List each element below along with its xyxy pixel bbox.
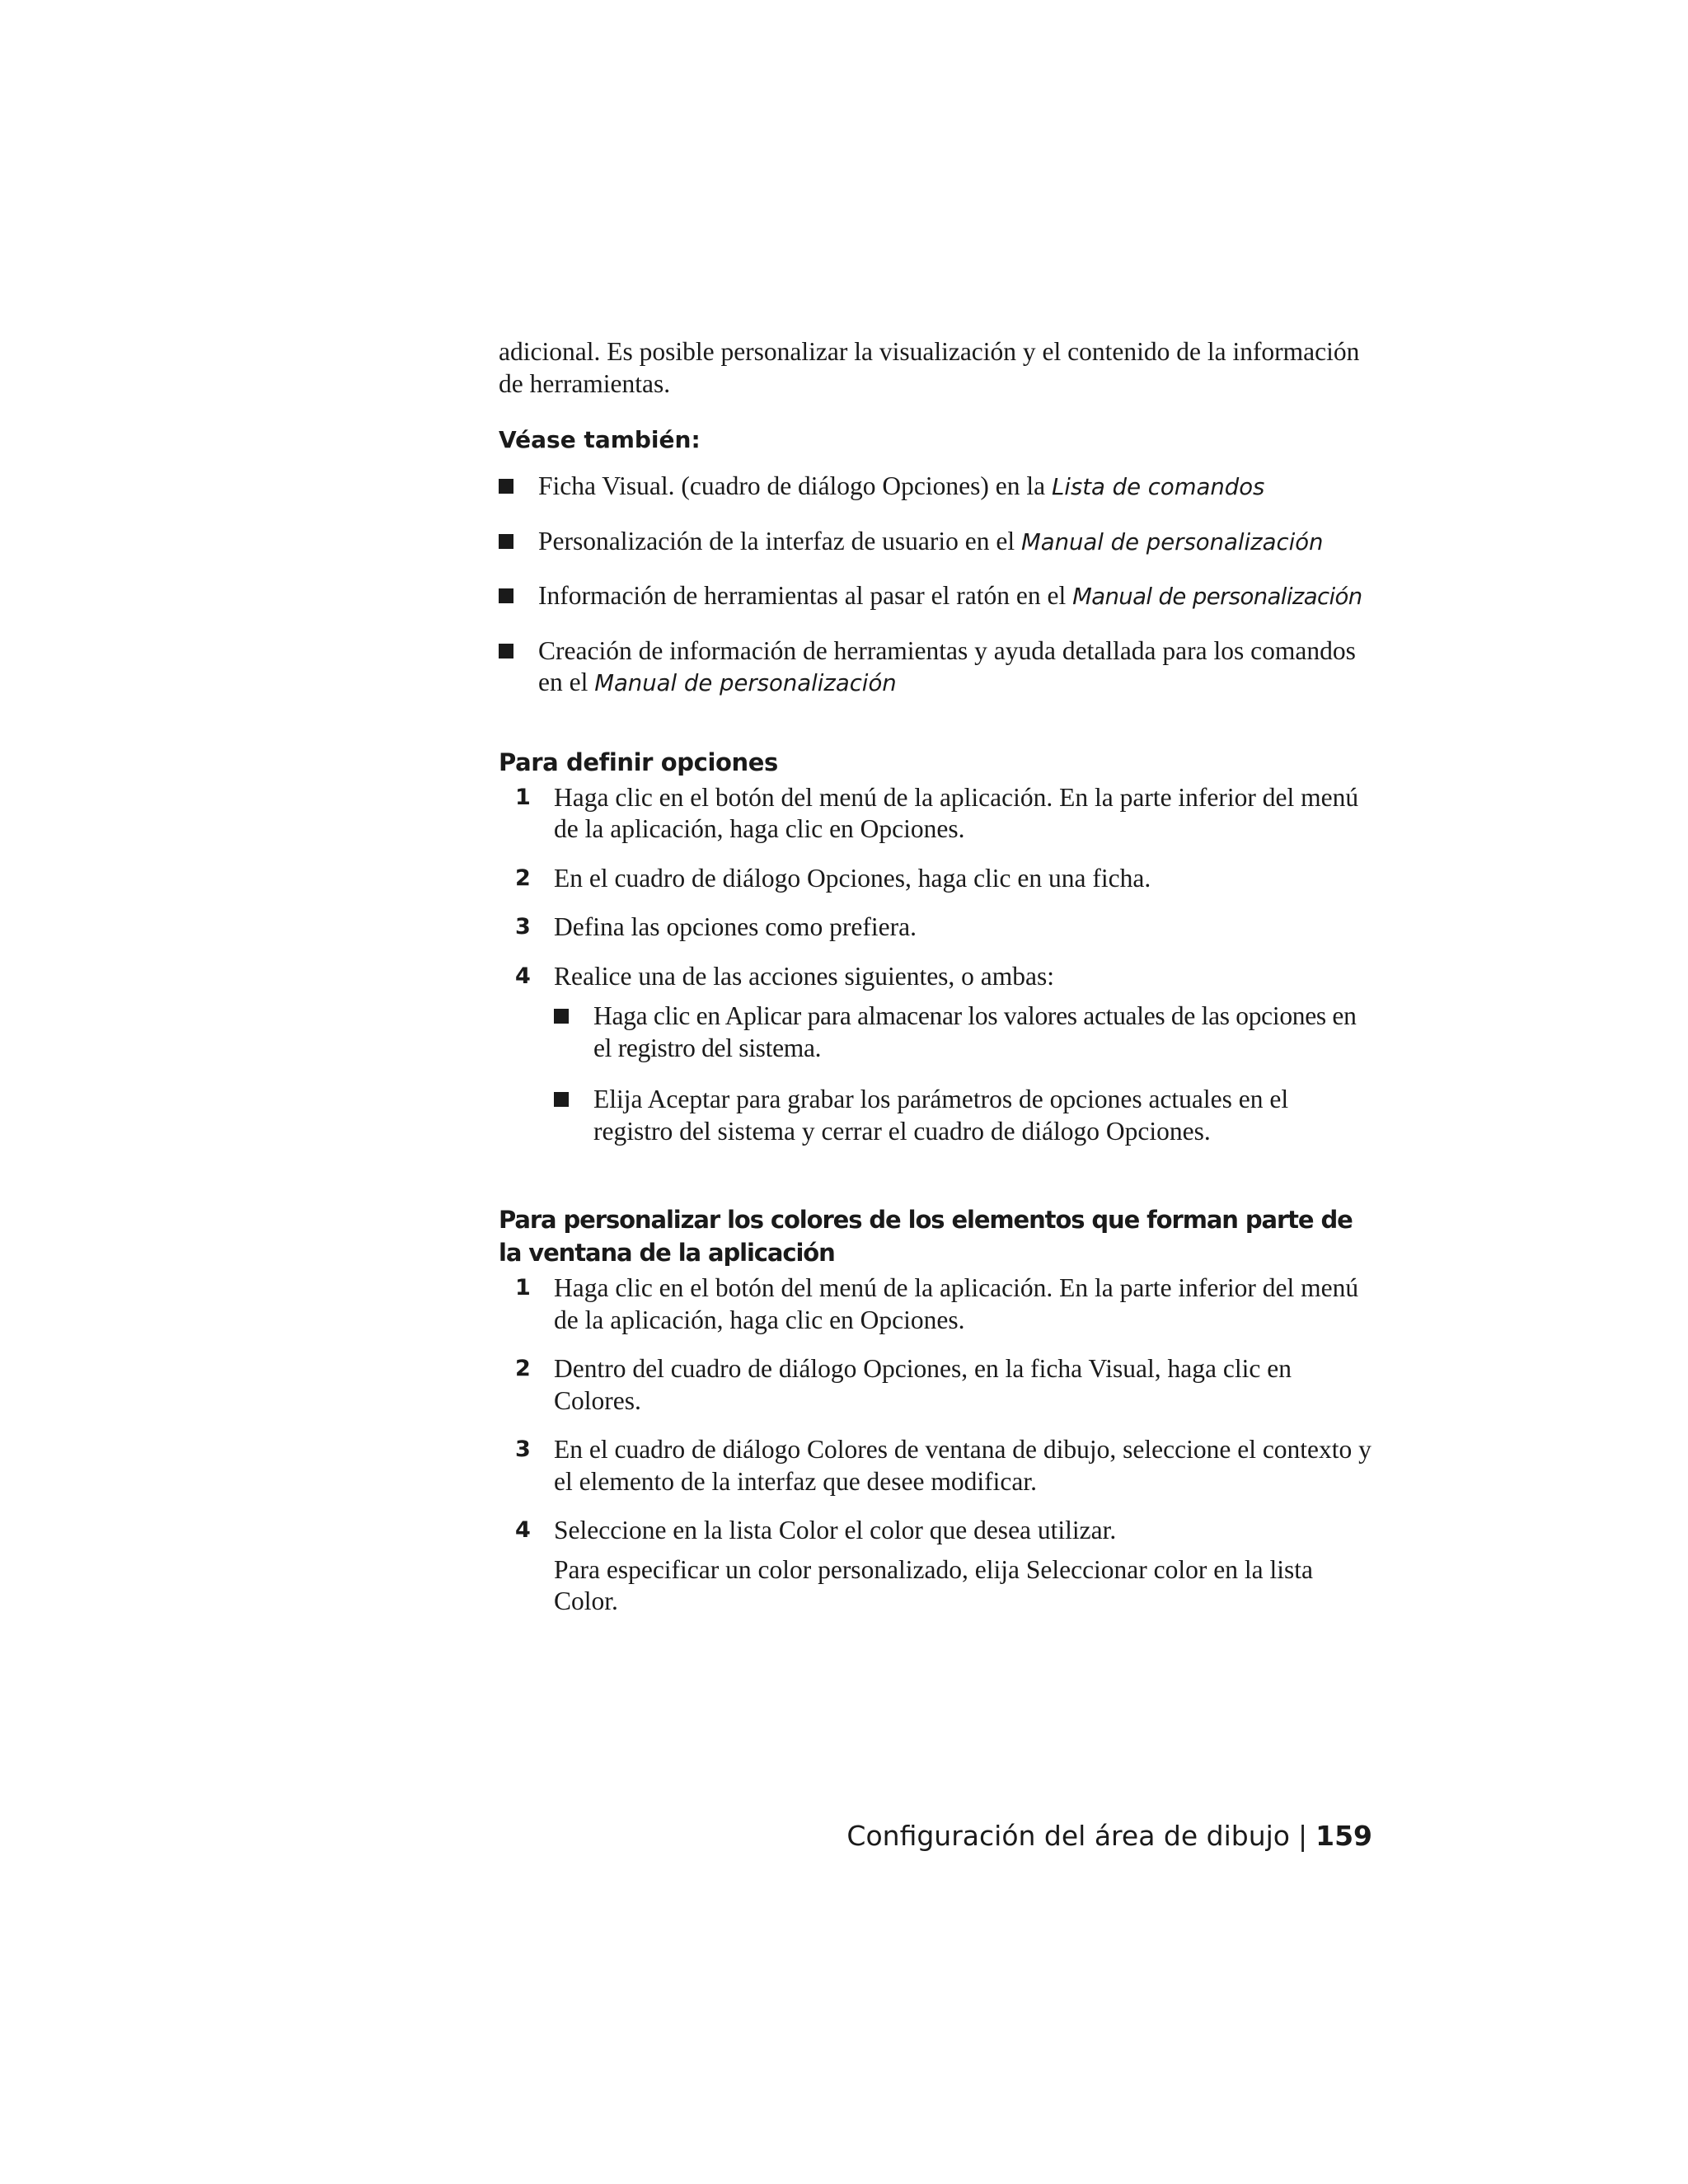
step-text: Dentro del cuadro de diálogo Opciones, en la ficha Visual, haga clic en Colores.: [554, 1354, 1292, 1415]
step-text: Seleccione en la lista Color el color que desea utilizar.: [554, 1516, 1117, 1544]
step-item: [499, 1272, 1372, 1336]
bullet-square-icon: [499, 644, 513, 658]
step-item: [499, 1515, 1372, 1618]
substep-item: [554, 1001, 1372, 1064]
step-number: 4: [515, 1517, 531, 1543]
see-also-list: [499, 471, 1372, 700]
step-text: En el cuadro de diálogo Colores de ventana de dibujo, seleccione el contexto y el elemento de la interfaz que desee modificar.: [554, 1435, 1372, 1496]
footer-chapter-title: Configuración del área de dibujo: [846, 1820, 1290, 1852]
bullet-square-icon: [554, 1009, 569, 1024]
bullet-square-icon: [499, 479, 513, 494]
see-also-item-text: Creación de información de herramientas y ayuda detallada para los comandos en el: [538, 635, 1356, 696]
see-also-item-text: Información de herramientas al pasar el ratón en el: [538, 581, 1073, 610]
bullet-square-icon: [499, 534, 513, 549]
step-item: [499, 961, 1372, 1148]
procedure-heading-customize-colors: Para personalizar los colores de los elementos que forman parte de la ventana de la aplicación: [499, 1206, 1353, 1267]
step-number: 1: [515, 784, 531, 810]
step-number: 2: [515, 1356, 531, 1381]
see-also-heading: Véase también:: [499, 426, 701, 453]
step-text: Defina las opciones como prefiera.: [554, 912, 917, 941]
step-text: Haga clic en el botón del menú de la aplicación. En la parte inferior del menú de la aplicación, haga clic en Opciones.: [554, 1273, 1359, 1334]
step-item: [499, 863, 1372, 895]
step-item: [499, 782, 1372, 846]
page-number: 159: [1315, 1820, 1372, 1852]
substep-item: [554, 1084, 1372, 1147]
step-note: Para especificar un color personalizado, elija Seleccionar color en la lista Color.: [554, 1554, 1313, 1615]
step-item: [499, 912, 1372, 944]
see-also-item-text: Ficha Visual. (cuadro de diálogo Opciones) en la: [538, 471, 1052, 500]
procedure-steps-customize-colors: [499, 1272, 1372, 1618]
see-also-item-ref[interactable]: Lista de comandos: [1051, 474, 1265, 500]
bullet-square-icon: [499, 588, 513, 603]
page-footer: [846, 1820, 1372, 1853]
step-number: 1: [515, 1275, 531, 1301]
see-also-item: [499, 635, 1372, 700]
see-also-item-text: Personalización de la interfaz de usuario en el: [538, 526, 1021, 555]
substep-list: [554, 1001, 1372, 1147]
see-also-item-ref[interactable]: Manual de personalización: [1072, 583, 1362, 610]
intro-paragraph: adicional. Es posible personalizar la visualización y el contenido de la información de herramientas.: [499, 337, 1360, 398]
footer-separator: |: [1297, 1820, 1308, 1852]
see-also-item-ref[interactable]: Manual de personalización: [594, 670, 897, 696]
step-number: 3: [515, 1436, 531, 1462]
see-also-item: [499, 526, 1372, 559]
see-also-item: [499, 580, 1372, 613]
see-also-item: [499, 471, 1372, 504]
bullet-square-icon: [554, 1092, 569, 1107]
step-text: Realice una de las acciones siguientes, o ambas:: [554, 961, 1055, 991]
substep-text: Elija Aceptar para grabar los parámetros de opciones actuales en el registro del sistema y cerrar el cuadro de diálogo Opciones.: [593, 1085, 1289, 1146]
procedure-heading-define-options: Para definir opciones: [499, 748, 778, 776]
procedure-steps-define-options: [499, 782, 1372, 1148]
step-number: 2: [515, 865, 531, 891]
substep-text: Haga clic en Aplicar para almacenar los valores actuales de las opciones en el registro del sistema.: [593, 1001, 1357, 1062]
step-item: [499, 1434, 1372, 1497]
step-text: En el cuadro de diálogo Opciones, haga clic en una ficha.: [554, 863, 1151, 893]
step-text: Haga clic en el botón del menú de la aplicación. En la parte inferior del menú de la aplicación, haga clic en Opciones.: [554, 782, 1359, 843]
page-body: [499, 336, 1372, 1618]
step-number: 3: [515, 914, 531, 940]
step-item: [499, 1353, 1372, 1417]
see-also-item-ref[interactable]: Manual de personalización: [1021, 528, 1324, 555]
step-number: 4: [515, 963, 531, 989]
